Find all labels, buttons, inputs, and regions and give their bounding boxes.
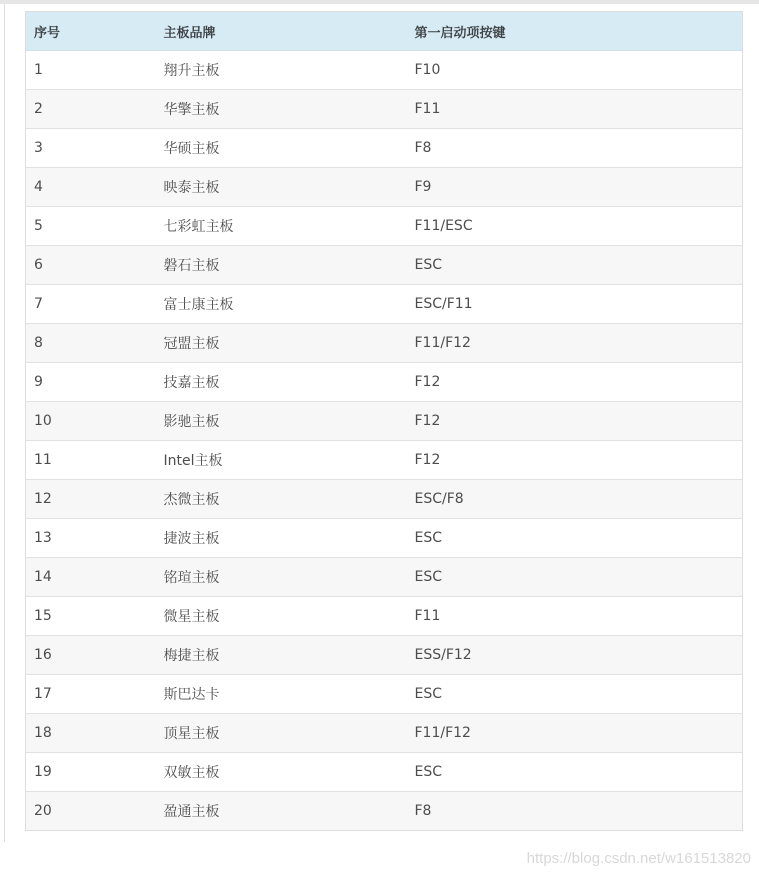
table-row bbox=[26, 675, 743, 714]
cell-brand: 双敏主板 bbox=[156, 753, 407, 792]
cell-brand: 映泰主板 bbox=[156, 168, 407, 207]
table-row bbox=[26, 519, 743, 558]
table-row bbox=[26, 324, 743, 363]
cell-boot-key: F12 bbox=[407, 441, 743, 480]
cell-boot-key: ESC bbox=[407, 753, 743, 792]
cell-boot-key: ESC bbox=[407, 246, 743, 285]
cell-index: 6 bbox=[26, 246, 156, 285]
header-brand: 主板品牌 bbox=[156, 12, 407, 51]
cell-index: 16 bbox=[26, 636, 156, 675]
cell-brand: 铭瑄主板 bbox=[156, 558, 407, 597]
table-row bbox=[26, 207, 743, 246]
cell-boot-key: ESC/F11 bbox=[407, 285, 743, 324]
cell-brand: 冠盟主板 bbox=[156, 324, 407, 363]
cell-index: 12 bbox=[26, 480, 156, 519]
cell-index: 9 bbox=[26, 363, 156, 402]
header-boot-key: 第一启动项按键 bbox=[407, 12, 743, 51]
cell-brand: 顶星主板 bbox=[156, 714, 407, 753]
cell-boot-key: F10 bbox=[407, 51, 743, 90]
table-row bbox=[26, 636, 743, 675]
cell-brand: 斯巴达卡 bbox=[156, 675, 407, 714]
cell-boot-key: ESC bbox=[407, 675, 743, 714]
cell-index: 15 bbox=[26, 597, 156, 636]
table-row bbox=[26, 363, 743, 402]
table-container bbox=[25, 11, 742, 831]
cell-index: 11 bbox=[26, 441, 156, 480]
cell-brand: 捷波主板 bbox=[156, 519, 407, 558]
cell-index: 5 bbox=[26, 207, 156, 246]
cell-brand: 杰微主板 bbox=[156, 480, 407, 519]
watermark: https://blog.csdn.net/w161513820 bbox=[526, 850, 751, 867]
cell-boot-key: F11 bbox=[407, 90, 743, 129]
cell-brand: 梅捷主板 bbox=[156, 636, 407, 675]
cell-brand: 微星主板 bbox=[156, 597, 407, 636]
table-row bbox=[26, 168, 743, 207]
table-header-row bbox=[26, 12, 743, 51]
cell-brand: 华擎主板 bbox=[156, 90, 407, 129]
cell-boot-key: F8 bbox=[407, 792, 743, 831]
cell-boot-key: F11/ESC bbox=[407, 207, 743, 246]
top-divider bbox=[0, 0, 759, 4]
cell-boot-key: F12 bbox=[407, 363, 743, 402]
cell-boot-key: ESC/F8 bbox=[407, 480, 743, 519]
cell-index: 3 bbox=[26, 129, 156, 168]
table-row bbox=[26, 402, 743, 441]
table-row bbox=[26, 597, 743, 636]
left-divider bbox=[4, 4, 5, 842]
header-index: 序号 bbox=[26, 12, 156, 51]
table-row bbox=[26, 51, 743, 90]
cell-boot-key: F11/F12 bbox=[407, 324, 743, 363]
cell-index: 10 bbox=[26, 402, 156, 441]
cell-boot-key: F9 bbox=[407, 168, 743, 207]
cell-brand: 富士康主板 bbox=[156, 285, 407, 324]
cell-brand: 磐石主板 bbox=[156, 246, 407, 285]
cell-index: 20 bbox=[26, 792, 156, 831]
table-row bbox=[26, 246, 743, 285]
cell-index: 19 bbox=[26, 753, 156, 792]
table-row bbox=[26, 558, 743, 597]
cell-brand: Intel主板 bbox=[156, 441, 407, 480]
cell-index: 14 bbox=[26, 558, 156, 597]
cell-brand: 华硕主板 bbox=[156, 129, 407, 168]
cell-boot-key: F11 bbox=[407, 597, 743, 636]
cell-index: 4 bbox=[26, 168, 156, 207]
cell-index: 18 bbox=[26, 714, 156, 753]
cell-boot-key: F12 bbox=[407, 402, 743, 441]
table-row bbox=[26, 792, 743, 831]
table-row bbox=[26, 129, 743, 168]
cell-brand: 技嘉主板 bbox=[156, 363, 407, 402]
cell-index: 2 bbox=[26, 90, 156, 129]
cell-brand: 七彩虹主板 bbox=[156, 207, 407, 246]
cell-index: 17 bbox=[26, 675, 156, 714]
cell-index: 13 bbox=[26, 519, 156, 558]
table-body bbox=[26, 51, 743, 831]
table-row bbox=[26, 90, 743, 129]
boot-key-table bbox=[25, 11, 743, 831]
cell-brand: 盈通主板 bbox=[156, 792, 407, 831]
table-row bbox=[26, 285, 743, 324]
cell-boot-key: ESS/F12 bbox=[407, 636, 743, 675]
table-row bbox=[26, 753, 743, 792]
table-row bbox=[26, 714, 743, 753]
cell-index: 8 bbox=[26, 324, 156, 363]
cell-brand: 影驰主板 bbox=[156, 402, 407, 441]
cell-boot-key: ESC bbox=[407, 519, 743, 558]
cell-index: 1 bbox=[26, 51, 156, 90]
cell-index: 7 bbox=[26, 285, 156, 324]
cell-brand: 翔升主板 bbox=[156, 51, 407, 90]
cell-boot-key: F8 bbox=[407, 129, 743, 168]
cell-boot-key: F11/F12 bbox=[407, 714, 743, 753]
table-row bbox=[26, 480, 743, 519]
cell-boot-key: ESC bbox=[407, 558, 743, 597]
table-row bbox=[26, 441, 743, 480]
